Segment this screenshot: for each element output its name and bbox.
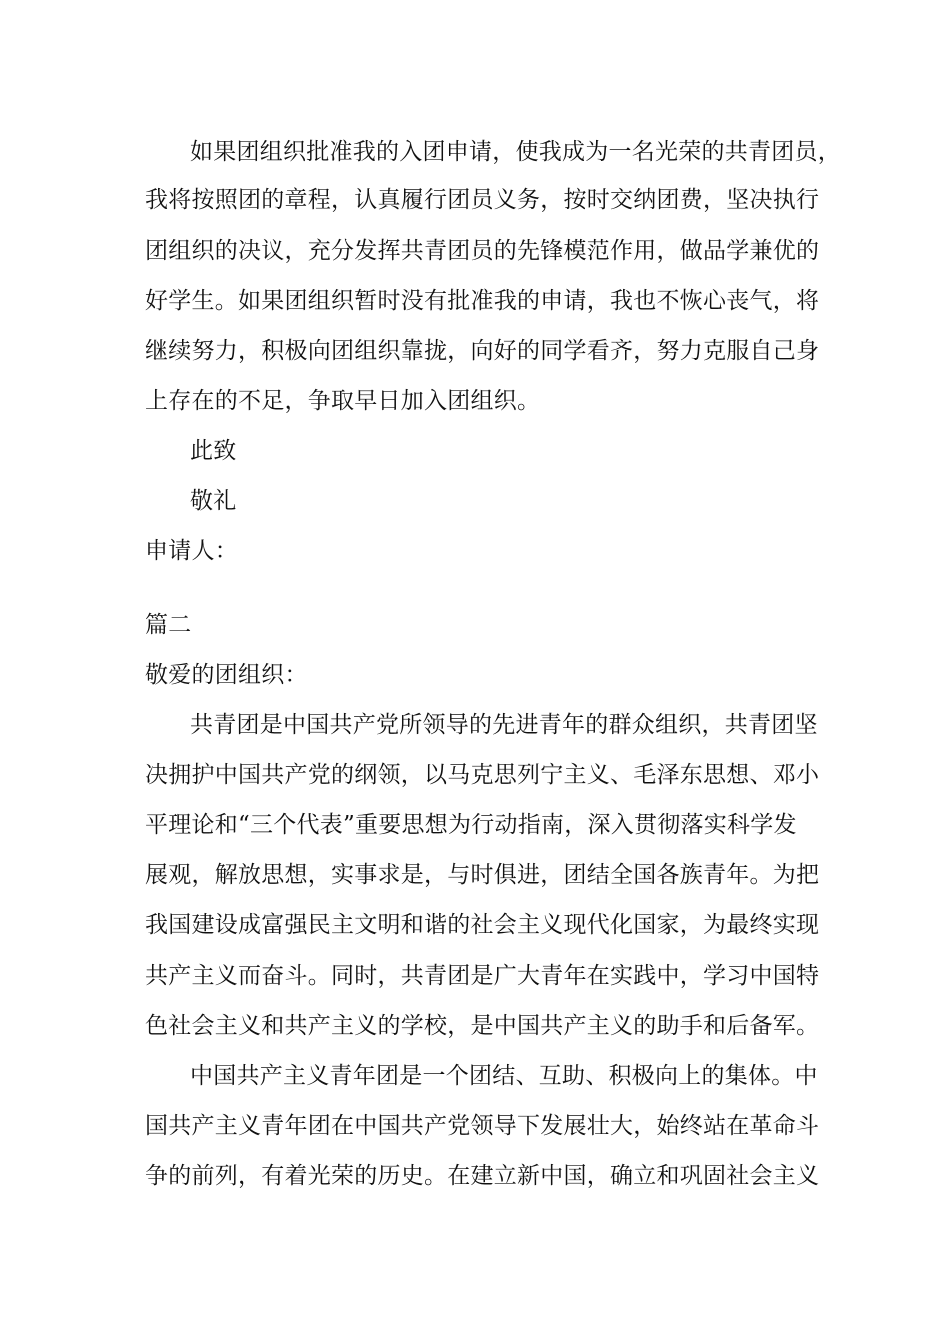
text-line: 争的前列，有着光荣的历史。在建立新中国，确立和巩固社会主义 [145, 1163, 820, 1189]
closing-salutation: 此致 [190, 438, 237, 464]
text-line: 团组织的决议，充分发挥共青团员的先锋模范作用，做品学兼优的 [145, 238, 820, 264]
text-line: 我将按照团的章程，认真履行团员义务，按时交纳团费，坚决执行 [145, 187, 820, 213]
text-line: 中国共产主义青年团是一个团结、互助、积极向上的集体。中 [190, 1063, 818, 1089]
text-line: 好学生。如果团组织暂时没有批准我的申请，我也不恢心丧气，将 [145, 288, 820, 314]
text-line: 共青团是中国共产党所领导的先进青年的群众组织，共青团坚 [190, 712, 818, 738]
text-line: 继续努力，积极向团组织靠拢，向好的同学看齐，努力克服自己身 [145, 338, 820, 364]
text-line: 色社会主义和共产主义的学校，是中国共产主义的助手和后备军。 [145, 1013, 820, 1039]
section-heading: 篇二 [145, 612, 192, 638]
letter-greeting: 敬爱的团组织： [145, 662, 308, 688]
text-line: 决拥护中国共产党的纲领，以马克思列宁主义、毛泽东思想、邓小 [145, 762, 820, 788]
text-line: 国共产主义青年团在中国共产党领导下发展壮大，始终站在革命斗 [145, 1113, 820, 1139]
text-line: 平理论和“三个代表”重要思想为行动指南，深入贯彻落实科学发 [145, 812, 797, 838]
text-line: 共产主义而奋斗。同时，共青团是广大青年在实践中，学习中国特 [145, 963, 820, 989]
applicant-label: 申请人： [145, 538, 238, 564]
text-line: 展观，解放思想，实事求是，与时俱进，团结全国各族青年。为把 [145, 862, 820, 888]
text-line: 上存在的不足，争取早日加入团组织。 [145, 388, 541, 414]
text-line: 我国建设成富强民主文明和谐的社会主义现代化国家，为最终实现 [145, 912, 820, 938]
closing-regards: 敬礼 [190, 488, 237, 514]
text-line: 如果团组织批准我的入团申请，使我成为一名光荣的共青团员， [190, 139, 841, 165]
